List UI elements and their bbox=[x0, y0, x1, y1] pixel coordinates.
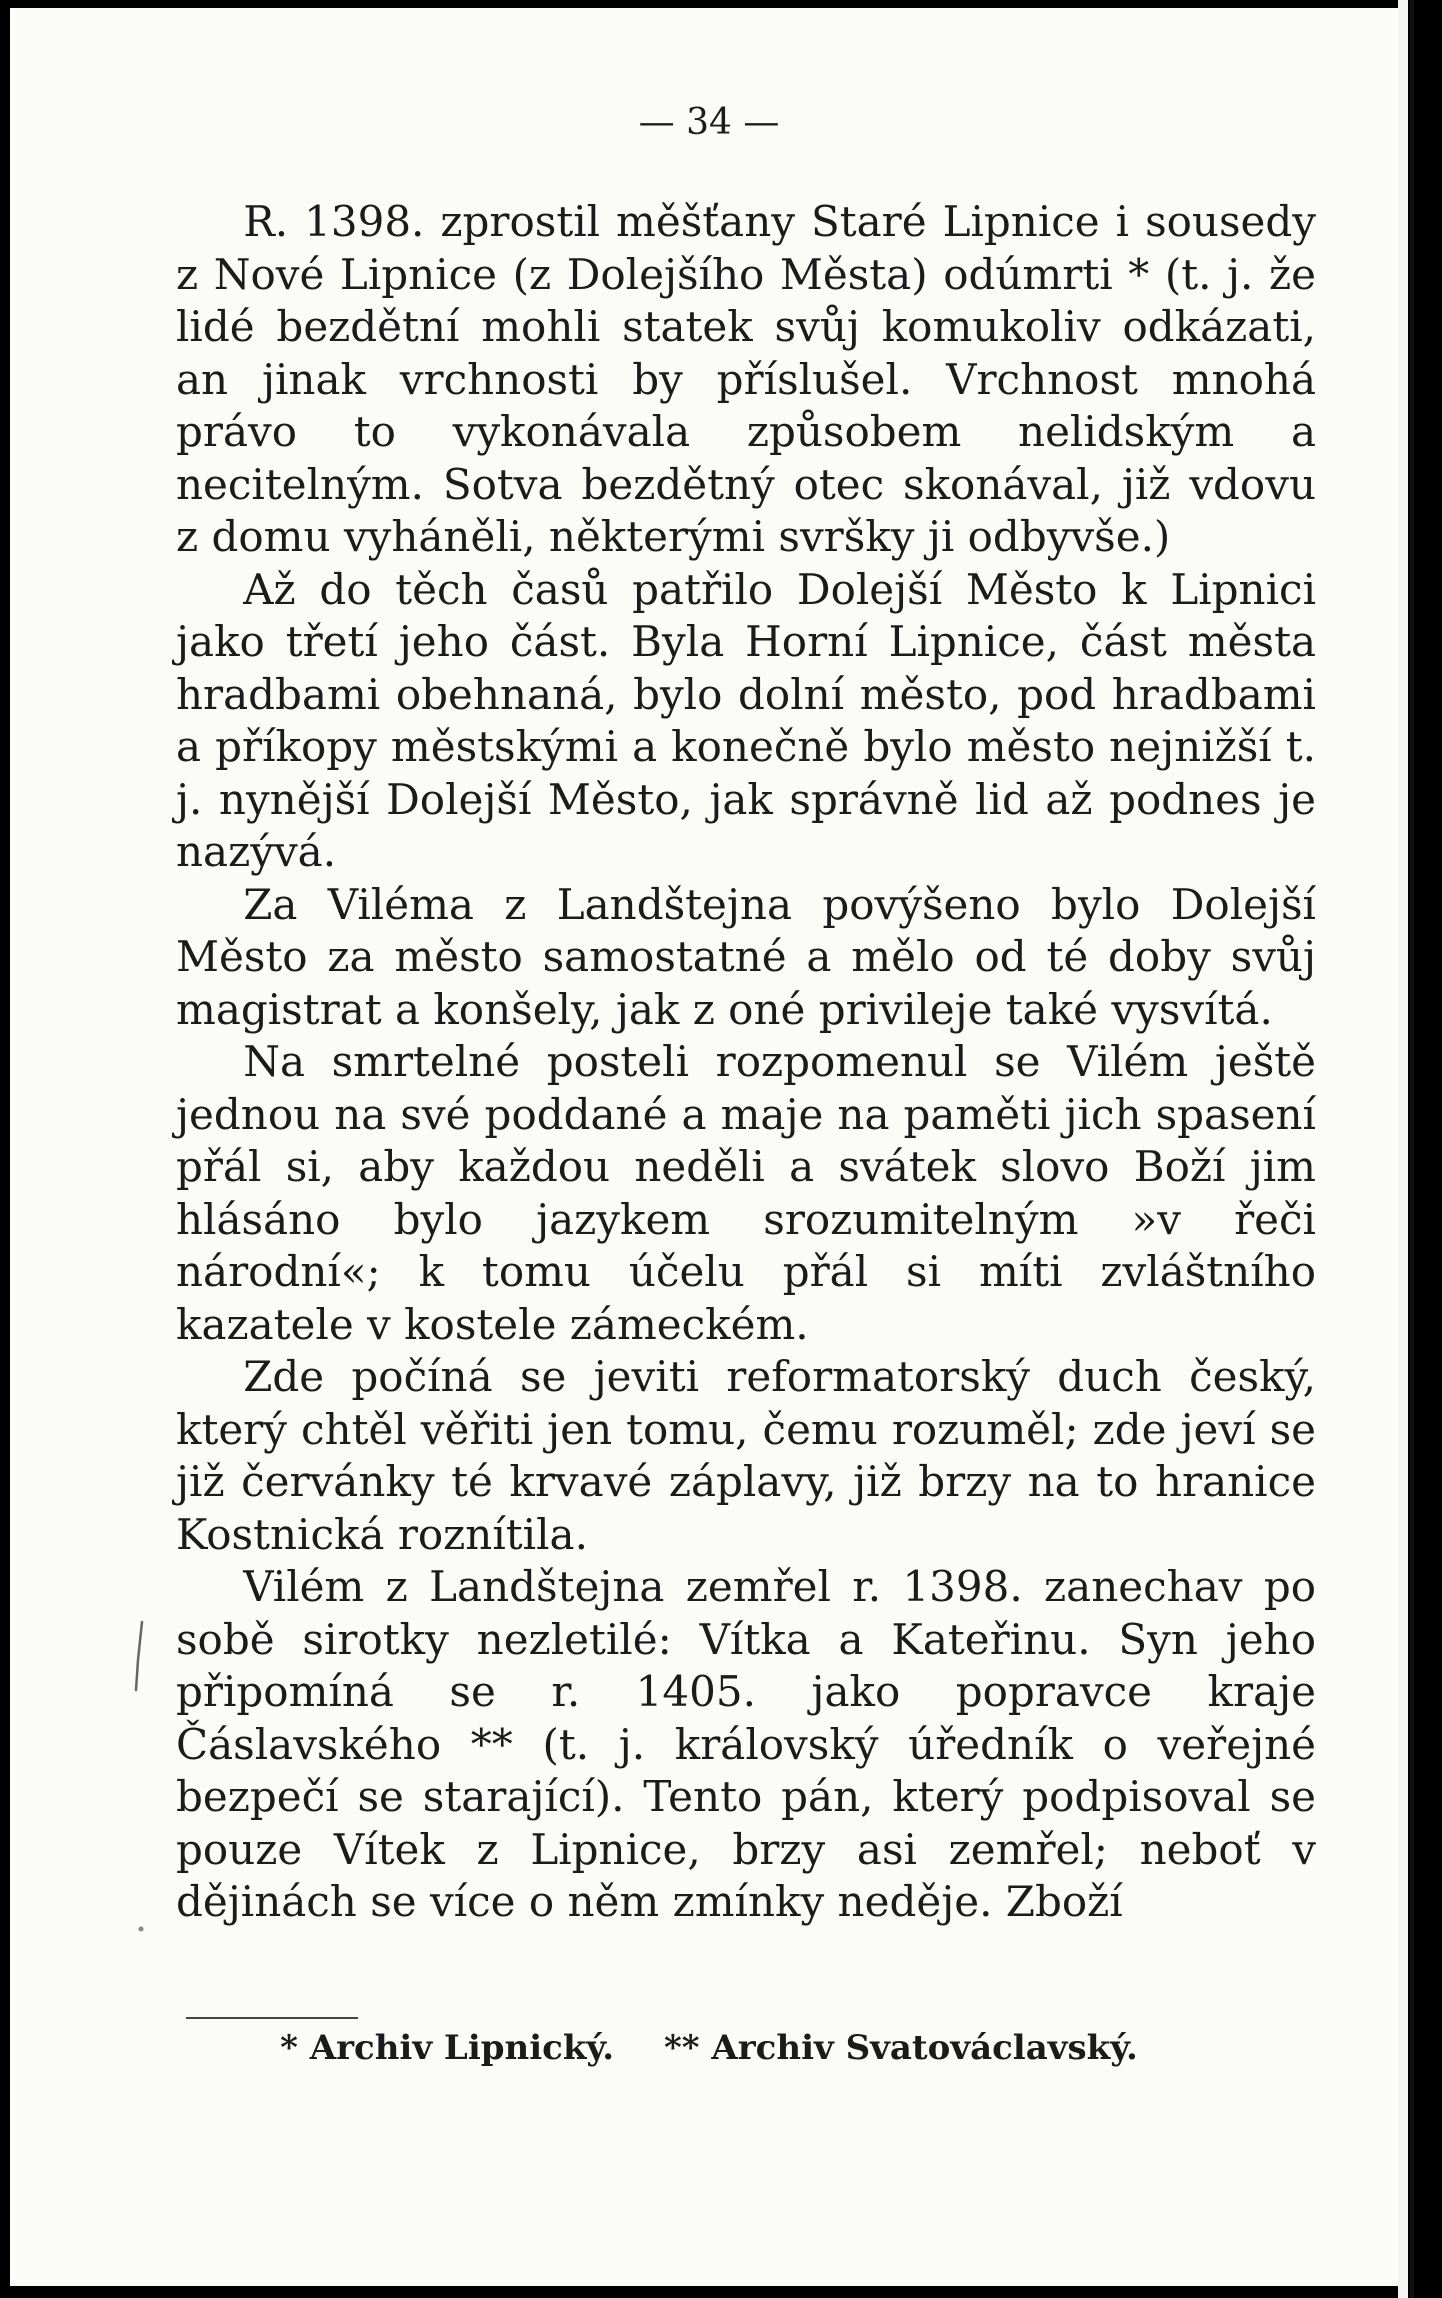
footnotes bbox=[10, 2026, 1408, 2070]
margin-pencil-mark-icon bbox=[130, 1620, 150, 1700]
footnote-rule bbox=[186, 2017, 358, 2019]
body-text bbox=[176, 196, 1316, 1929]
margin-dot-icon bbox=[136, 1924, 146, 1934]
page-edge bbox=[1398, 0, 1408, 2298]
footnote-1: * Archiv Lipnický. bbox=[280, 2028, 615, 2068]
paragraph: Až do těch časů patřilo Dolejší Město k Lipnici jako třetí jeho část. Byla Horní Lipnice, část města hradbami obehnaná, bylo dolní město, pod hradbami a příkopy městskými a konečně bylo město nejnižší t. j. nynější Dolejší Město, jak správně lid až podnes je nazývá. bbox=[176, 564, 1316, 876]
footnote-2: ** Archiv Svatováclavský. bbox=[663, 2028, 1138, 2068]
page-number: — 34 — bbox=[638, 102, 780, 143]
paragraph: Na smrtelné posteli rozpomenul se Vilém ještě jednou na své poddané a maje na paměti jich spasení přál si, aby každou neděli a svátek slovo Boží jim hlásáno bylo jazykem srozumitelným »v řeči národní«; k tomu účelu přál si míti zvláštního kazatele v kostele zámeckém. bbox=[176, 1037, 1316, 1349]
paragraph: Vilém z Landštejna zemřel r. 1398. zanechav po sobě sirotky nezletilé: Vítka a Kateřinu. Syn jeho připomíná se r. 1405. jako popravce kraje Čáslavského ** (t. j. královský úředník o veřejné bezpečí se starající). Tento pán, který podpisoval se pouze Vítek z Lipnice, brzy asi zemřel; neboť v dějinách se více o něm zmínky neděje. Zboží bbox=[176, 1562, 1316, 1926]
paragraph: R. 1398. zprostil měšťany Staré Lipnice i sousedy z Nové Lipnice (z Dolejšího Města) odúmrti * (t. j. že lidé bezdětní mohli statek svůj komukoliv odkázati, an jinak vrchnosti by příslušel. Vrchnost mnohá právo to vykonávala způsobem nelidským a necitelným. Sotva bezdětný otec skonával, již vdovu z domu vyháněli, některými svršky ji odbyvše.) bbox=[176, 197, 1316, 561]
paragraph: Za Viléma z Landštejna povýšeno bylo Dolejší Město za město samostatné a mělo od té doby svůj magistrat a konšely, jak z oné privileje také vysvítá. bbox=[176, 879, 1316, 1034]
paragraph: Zde počíná se jeviti reformatorský duch český, který chtěl věřiti jen tomu, čemu rozuměl; zde jeví se již červánky té krvavé záplavy, již brzy na to hranice Kostnická roznítila. bbox=[176, 1352, 1316, 1559]
book-page bbox=[10, 8, 1408, 2286]
spine-line bbox=[1410, 0, 1414, 2298]
